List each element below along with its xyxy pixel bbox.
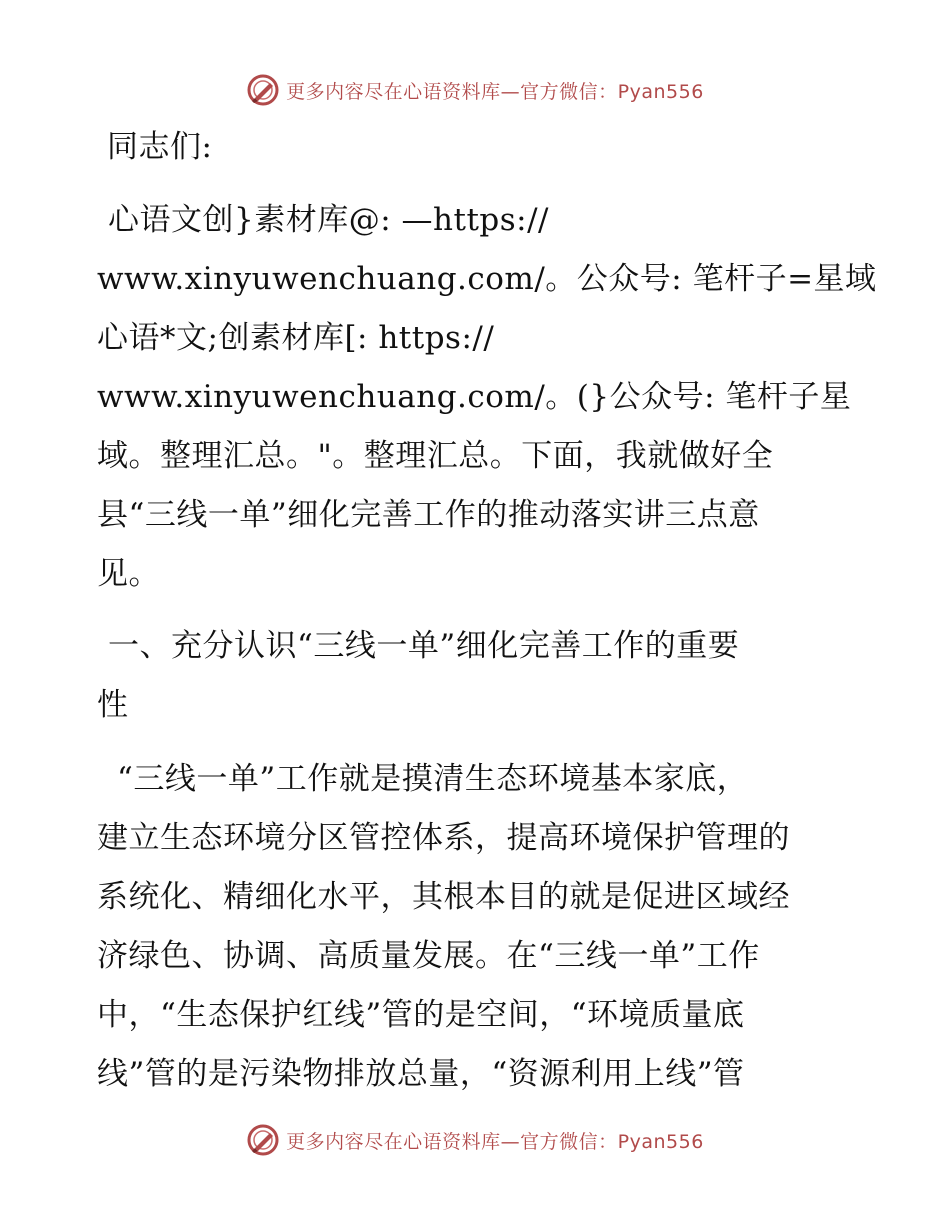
heading-line: 一、充分认识“三线一单”细化完善工作的重要 (108, 628, 740, 664)
paragraph-line: “三线一单”工作就是摸清生态环境基本家底， (117, 761, 749, 797)
pen-logo-icon (246, 1123, 280, 1157)
pen-logo-icon (246, 73, 280, 107)
intro-line: 心语文创}素材库@: —https:// (108, 202, 549, 238)
footer-watermark-text: 更多内容尽在心语资料库—官方微信：Pyan556 (286, 1130, 704, 1153)
intro-paragraph (97, 191, 877, 604)
paragraph-line: 线”管的是污染物排放总量，“资源利用上线”管 (97, 1056, 745, 1092)
paragraph-line: 中，“生态保护红线”管的是空间，“环境质量底 (97, 997, 745, 1033)
salutation: 同志们: (107, 129, 213, 165)
header-watermark-banner (0, 70, 950, 110)
paragraph-line: 系统化、精细化水平，其根本目的就是促进区域经 (97, 879, 790, 915)
header-watermark-text: 更多内容尽在心语资料库—官方微信：Pyan556 (286, 80, 704, 103)
intro-line: www.xinyuwenchuang.com/。(}公众号: 笔杆子星 (97, 379, 852, 415)
intro-line: 见。 (97, 556, 160, 592)
intro-line: 域。整理汇总。"。整理汇总。下面，我就做好全 (97, 438, 774, 474)
intro-line: 心语*文;创素材库[: https:// (97, 320, 495, 356)
intro-line: 县“三线一单”细化完善工作的推动落实讲三点意 (97, 497, 760, 533)
body-paragraph (97, 750, 857, 1104)
paragraph-line: 济绿色、协调、高质量发展。在“三线一单”工作 (97, 938, 760, 974)
heading-line: 性 (97, 687, 129, 723)
intro-line: www.xinyuwenchuang.com/。公众号: 笔杆子=星域 (97, 261, 877, 297)
paragraph-line: 建立生态环境分区管控体系，提高环境保护管理的 (97, 820, 790, 856)
footer-watermark-banner (0, 1120, 950, 1160)
section-heading (97, 617, 857, 735)
